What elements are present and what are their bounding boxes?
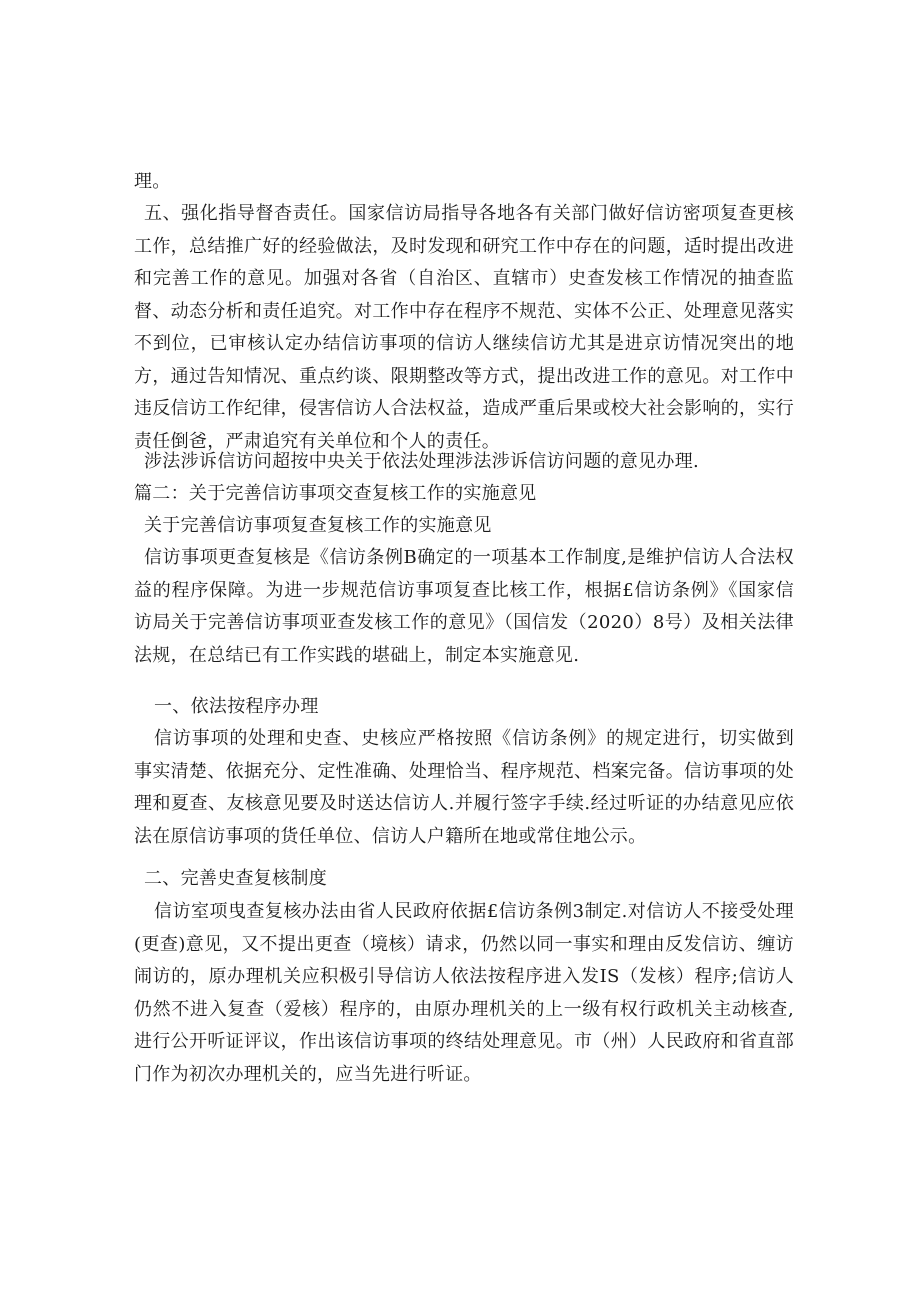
paragraph-legal-petitions: 涉法涉诉信访问超按中央关于依法处理涉法涉诉信访问题的意见办理. — [144, 451, 700, 472]
section-one-heading: 一、依法按程序办理 — [154, 696, 319, 717]
paragraph-section-two: 信访室项曳查复核办法由省人民政府依据£信访条例3制定.对信访人不接受处理(更查)意见，又不提出更查（境核）请求，仍然以同一事实和理由反发信访、缠访闹访的，原办理机关应积极引导信访人依法按程序进入发IS（发核）程序;信访人仍然不进入复查（爱核）程序的，由原办理机关的上一级有权行政机关主动核查,进行公开听证评议，作出该信访事项的终结处理意见。市（州）人民政府和省直部门作为初次办理机关的，应当先进行听证。 — [134, 901, 794, 1085]
section-two-heading: 二、完善史查复核制度 — [144, 868, 327, 889]
paragraph-introduction: 信访事项更查复核是《信访条例B确定的一项基本工作制度,是维护信访人合法权益的程序保障。为进一步规范信访事项复查比核工作，根据£信访条例》《国家信访局关于完善信访事项亚查发核工作的意见》（国信发（2020）8号）及相关法律法规，在总结已有工作实践的堪础上，制定本实施意见. — [134, 547, 794, 666]
paragraph-continuation: 理。 — [134, 171, 171, 192]
article-two-heading: 篇二：关于完善信访事项交查复核工作的实施意见 — [134, 483, 537, 504]
paragraph-section-one: 信访事项的处理和史查、史核应严格按照《信访条例》的规定进行，切实做到事实清楚、依据充分、定性准确、处理恰当、程序规范、档案完备。信访事项的处理和夏查、友核意见要及时送达信访人.并履行签字手续.经过听证的办结意见应依法在原信访事项的货任单位、信访人户籍所在地或常住地公示。 — [134, 728, 794, 847]
paragraph-section-five: 五、强化指导督杳责任。国家信访局指导各地各有关部门做好信访密项复查更核工作，总结推广好的经验做法，及时发现和研究工作中存在的问题，适时提出改进和完善工作的意见。加强对各省（自治区、直辖市）史查发核工作情况的抽查监督、动态分析和责任追究。对工作中存在程序不规范、实体不公正、处理意见落实不到位，已审核认定办结信访事项的信访人继续信访尤其是进京访情况突出的地方，通过告知情况、重点约谈、限期整改等方式，提出改进工作的意见。对工作中违反信访工作纪律，侵害信访人合法权益，造成严重后果或校大社会影响的，实行责任倒爸，严肃追究有关单位和个人的责任。 — [134, 203, 794, 452]
document-title: 关于完善信访事项复查复核工作的实施意见 — [144, 515, 492, 536]
